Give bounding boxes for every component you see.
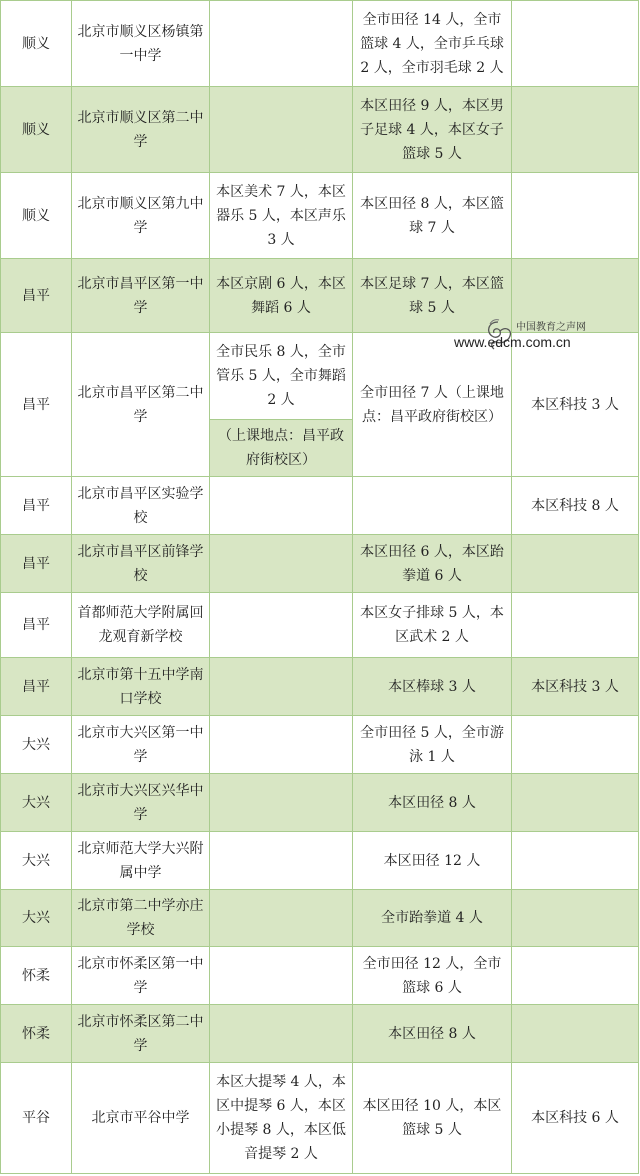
arts-cell: 本区大提琴 4 人，本区中提琴 6 人，本区小提琴 8 人，本区低音提琴 2 人 [210, 1063, 353, 1174]
district-cell: 大兴 [1, 716, 72, 774]
school-cell: 北京师范大学大兴附属中学 [72, 832, 210, 890]
tech-cell: 本区科技 3 人 [512, 658, 639, 716]
table-row [1, 333, 639, 420]
watermark-url: www.edcm.com.cn [454, 334, 571, 350]
arts-cell: 全市民乐 8 人，全市管乐 5 人，全市舞蹈 2 人 [210, 333, 353, 420]
school-cell: 北京市大兴区第一中学 [72, 716, 210, 774]
district-cell: 顺义 [1, 87, 72, 173]
district-cell: 怀柔 [1, 1005, 72, 1063]
tech-cell [512, 1005, 639, 1063]
sports-cell: 本区棒球 3 人 [353, 658, 512, 716]
arts-cell [210, 477, 353, 535]
sports-cell: 全市田径 5 人，全市游泳 1 人 [353, 716, 512, 774]
district-cell: 顺义 [1, 1, 72, 87]
district-cell: 昌平 [1, 477, 72, 535]
sports-cell: 本区女子排球 5 人，本区武术 2 人 [353, 593, 512, 658]
school-cell: 北京市顺义区第九中学 [72, 173, 210, 259]
arts-cell [210, 1, 353, 87]
arts-cell [210, 832, 353, 890]
district-cell: 大兴 [1, 774, 72, 832]
district-cell: 怀柔 [1, 947, 72, 1005]
tech-cell [512, 1, 639, 87]
sports-cell: 本区田径 8 人 [353, 774, 512, 832]
table-row [1, 1, 639, 87]
tech-cell [512, 890, 639, 947]
school-cell: 北京市平谷中学 [72, 1063, 210, 1174]
table-row [1, 658, 639, 716]
sports-cell [353, 477, 512, 535]
school-cell: 北京市第十五中学南口学校 [72, 658, 210, 716]
tech-cell [512, 947, 639, 1005]
district-cell: 昌平 [1, 333, 72, 477]
sports-cell: 全市田径 7 人（上课地点：昌平政府街校区） [353, 333, 512, 477]
school-cell: 首都师范大学附属回龙观育新学校 [72, 593, 210, 658]
table-row [1, 593, 639, 658]
arts-cell [210, 890, 353, 947]
sports-cell: 本区足球 7 人，本区篮球 5 人 [353, 259, 512, 333]
district-cell: 昌平 [1, 593, 72, 658]
district-cell: 平谷 [1, 1063, 72, 1174]
arts-cell [210, 1005, 353, 1063]
district-cell: 大兴 [1, 832, 72, 890]
table-row [1, 173, 639, 259]
arts-cell [210, 658, 353, 716]
arts-cell: 本区京剧 6 人，本区舞蹈 6 人 [210, 259, 353, 333]
school-cell: 北京市昌平区第二中学 [72, 333, 210, 477]
sports-cell: 本区田径 9 人，本区男子足球 4 人，本区女子篮球 5 人 [353, 87, 512, 173]
district-cell: 大兴 [1, 890, 72, 947]
table-row [1, 535, 639, 593]
school-cell: 北京市第二中学亦庄学校 [72, 890, 210, 947]
sports-cell: 本区田径 8 人 [353, 1005, 512, 1063]
tech-cell [512, 716, 639, 774]
arts-cell [210, 947, 353, 1005]
tech-cell [512, 87, 639, 173]
tech-cell [512, 173, 639, 259]
district-cell: 昌平 [1, 259, 72, 333]
arts-cell [210, 535, 353, 593]
arts-cell [210, 593, 353, 658]
sports-cell: 本区田径 12 人 [353, 832, 512, 890]
school-cell: 北京市顺义区第二中学 [72, 87, 210, 173]
tech-cell: 本区科技 3 人 [512, 333, 639, 477]
sports-cell: 本区田径 6 人，本区跆拳道 6 人 [353, 535, 512, 593]
arts-note-cell: （上课地点：昌平政府街校区） [210, 420, 353, 477]
sports-cell: 全市田径 12 人，全市篮球 6 人 [353, 947, 512, 1005]
table-row [1, 1063, 639, 1174]
tech-cell [512, 774, 639, 832]
school-cell: 北京市怀柔区第一中学 [72, 947, 210, 1005]
district-cell: 顺义 [1, 173, 72, 259]
arts-cell: 本区美术 7 人，本区器乐 5 人，本区声乐 3 人 [210, 173, 353, 259]
table-row [1, 716, 639, 774]
school-cell: 北京市大兴区兴华中学 [72, 774, 210, 832]
tech-cell [512, 535, 639, 593]
tech-cell: 本区科技 6 人 [512, 1063, 639, 1174]
school-cell: 北京市昌平区前锋学校 [72, 535, 210, 593]
sports-cell: 全市田径 14 人，全市篮球 4 人，全市乒乓球 2 人，全市羽毛球 2 人 [353, 1, 512, 87]
sports-cell: 本区田径 8 人，本区篮球 7 人 [353, 173, 512, 259]
district-cell: 昌平 [1, 658, 72, 716]
arts-cell [210, 716, 353, 774]
table-row [1, 832, 639, 890]
tech-cell: 本区科技 8 人 [512, 477, 639, 535]
sports-cell: 本区田径 10 人，本区篮球 5 人 [353, 1063, 512, 1174]
table-row [1, 890, 639, 947]
school-cell: 北京市昌平区实验学校 [72, 477, 210, 535]
table-row [1, 87, 639, 173]
table-row [1, 947, 639, 1005]
school-cell: 北京市昌平区第一中学 [72, 259, 210, 333]
district-cell: 昌平 [1, 535, 72, 593]
table-row [1, 1005, 639, 1063]
tech-cell [512, 259, 639, 333]
tech-cell [512, 593, 639, 658]
tech-cell [512, 832, 639, 890]
table-row [1, 774, 639, 832]
table-row [1, 259, 639, 333]
arts-cell [210, 87, 353, 173]
watermark-site-name: 中国教育之声网 [516, 322, 586, 333]
table-row [1, 477, 639, 535]
sports-cell: 全市跆拳道 4 人 [353, 890, 512, 947]
arts-cell [210, 774, 353, 832]
school-cell: 北京市顺义区杨镇第一中学 [72, 1, 210, 87]
school-cell: 北京市怀柔区第二中学 [72, 1005, 210, 1063]
